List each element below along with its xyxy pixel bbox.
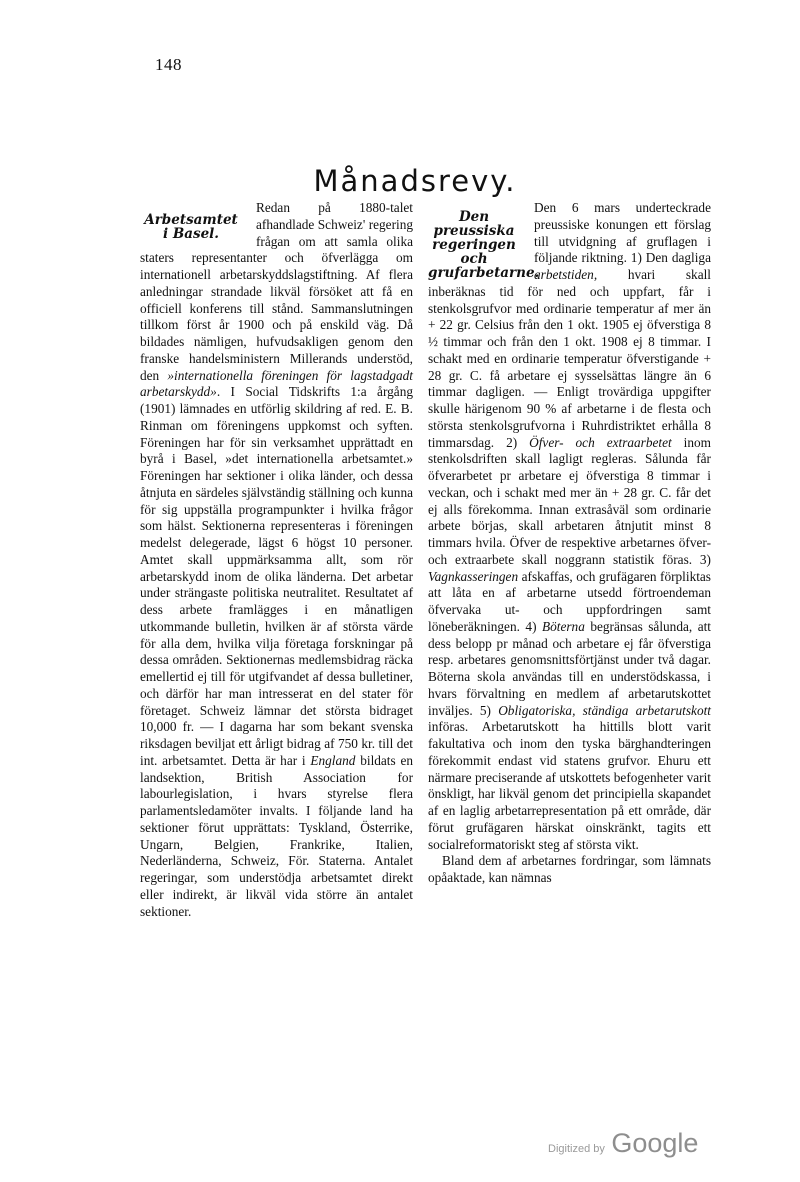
page-number: 148 bbox=[155, 55, 182, 74]
page-title: Månadsrevy. bbox=[313, 164, 517, 199]
left-text-1: Redan på 1880-talet afhandlade Schweiz' regering frågan om att samla olika staters representanter och öfverlägga om internationell arbetarskyddslagstiftning. Af flera anledningar strandade likväl försöket att få en officiell konferens till stånd. Sammanslutningen tillkom först år 1900 och på enskild väg. Då bildades nämligen, hufvudsakligen genom den franske handelsministern Millerands understöd, den bbox=[140, 200, 413, 383]
left-text-3: bildats en landsektion, British Association for labourlegislation, i hvars styrelse flera parlamentsledamöter invalts. I följande land ha sektioner förut upprättats: Tyskland, Österrike, Ungarn, Belgien, Frankrike, Italien, Nederländerna, Schweiz, För. Staterna. Antalet regeringar, som understödja arbetsamtet direkt eller indirekt, är likväl vida större än antalet sektioner. bbox=[140, 752, 413, 919]
right-emphasis-5: Obligatoriska, ständiga arbetarutskott bbox=[498, 702, 711, 718]
right-sidenote-heading: Den preussiska regeringen och grufarbetarne. bbox=[428, 209, 540, 281]
right-text-5: begränsas sålunda, att dess belopp pr månad och arbetare ej får öfverstiga resp. arbetares genomsnittsförtjänst under två dagar. Böterna skola användas till en understödskassa, i hvars förvaltning en medlem af arbetarutskottet inväljes. 5) bbox=[428, 618, 711, 718]
left-emphasis-2: England bbox=[310, 752, 356, 768]
right-column bbox=[428, 200, 711, 887]
left-column bbox=[140, 200, 413, 920]
digitized-watermark bbox=[548, 1128, 698, 1159]
right-text-1: Den 6 mars underteckrade preussiske konungen ett förslag till utvidgning af gruflagen i följande riktning. 1) Den dagliga bbox=[534, 200, 711, 266]
right-emphasis-3: Vagnkasseringen bbox=[428, 568, 519, 584]
right-paragraph-1 bbox=[428, 200, 711, 853]
right-text-3: inom stenkolsdriften skall lagligt regleras. Sålunda får öfverarbetet pr arbetare ej öfverstiga 8 timmar i veckan, och i schakt med mer än + 28 gr. C. får det ej alls förekomma. Innan extrasåväl som ordinarie arbete börjas, skall arbetaren åtnjutit minst 8 timmars hvila. Öfver de respektive arbetarnes öfver- och extraarbete skall noggrann statistik föras. 3) bbox=[428, 434, 711, 567]
right-text-6: införas. Arbetarutskott ha hittills blott varit fakultativa och inom den tyska bärghandteringen förekommit endast vid statens grufvor. Ehuru ett närmare preciserande af utskottets befogenheter varit önskligt, har likväl genom det principiella skapandet af en laglig arbetarrepresentation på ett område, där förut grufägaren härskat oinskränkt, tagits ett socialreformatoriskt steg af största vikt. bbox=[428, 719, 711, 852]
right-emphasis-2: Öfver- och extraarbetet bbox=[529, 434, 672, 450]
right-paragraph-2: Bland dem af arbetarnes fordringar, som lämnats opåaktade, kan nämnas bbox=[428, 853, 711, 885]
left-sidenote-heading: Arbetsamtet i Basel. bbox=[144, 212, 238, 242]
google-logo: Google bbox=[611, 1128, 699, 1158]
right-text-2: hvari skall inberäknas tid för ned och uppfart, får i stenkolsgrufvor med ordinarie temperatur af mer än + 22 gr. Celsius från den 1 okt. 1905 ej öfverstiga 8 ½ timmar och från den 1 okt. 1908 ej 8 timmar. I schakt med en ordinarie temperatur öfverstigande + 28 gr. C. få arbetare ej sysselsättas längre än 6 timmar dagligen. — Enligt trovärdiga uppgifter skulle härigenom 90 % af arbetarne i de flesta och största stenkolsgrufvorna i Ruhrdistriktet erhålla 8 timmarsdag. 2) bbox=[428, 267, 711, 450]
right-text-4: afskaffas, och grufägaren förpliktas att låta en af arbetarne utsedd förtroendeman öfvervaka ut- och uppfordringen samt löneberäkningen. 4) bbox=[428, 568, 711, 634]
left-paragraph bbox=[140, 200, 413, 920]
left-text-2: . I Social Tidskrifts 1:a årgång (1901) lämnades en utförlig skildring af red. E. B. Rinman om föreningens uppkomst och syften. Föreningen har för sin verksamhet upprättadt en byrå i Basel, »det internationella arbetsamtet.» Föreningen har sektioner i olika länder, och dessa åtnjuta en särdeles självständig ställning och kunna för sig uppställa programpunkter i hvilka frågor som hälst. Sektionerna representeras i föreningen medelst delegerade, lägst 6 högst 10 personer. Amtet skall uppmärksamma allt, som rör arbetarskydd inom de olika länderna. Det arbetar under strängaste politiska neutralitet. Resultatet af dess arbete framlägges i en månatligen utkommande bulletin, hvilken är af största värde för alla dem, hvilka vilja företaga forskningar på dessa områden. Sektionernas medlemsbidrag räcka emellertid ej till för utgifvandet af dessa bulletiner, och därför har man intresserat en del stater för företaget. Schweiz lämnar det största bidraget 10,000 fr. — I dagarna har som bekant svenska riksdagen beviljat ett årligt bidrag af 750 kr. till det int. arbetsamtet. Detta är har i bbox=[140, 384, 413, 768]
left-emphasis-1: »internationella föreningen för lagstadgadt arbetarskydd» bbox=[140, 367, 413, 400]
right-emphasis-1: arbetstiden, bbox=[534, 267, 598, 282]
watermark-prefix: Digitized by bbox=[548, 1143, 605, 1155]
right-emphasis-4: Böterna bbox=[542, 618, 585, 634]
